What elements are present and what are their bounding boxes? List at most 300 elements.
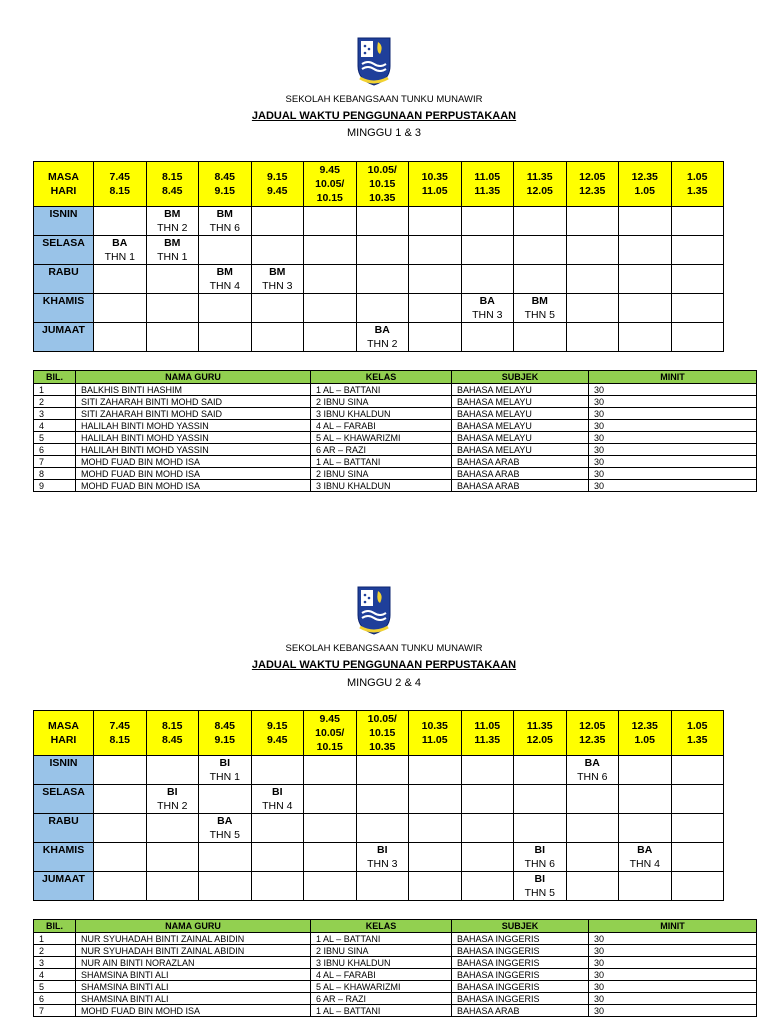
class-year: THN 2 [367, 338, 398, 350]
timetable-cell-empty [671, 872, 724, 901]
timetable-cell-booked [199, 207, 252, 236]
table-cell: NUR AIN BINTI NORAZLAN [76, 957, 311, 969]
time-slot-header [619, 711, 672, 756]
table-cell: 30 [589, 468, 757, 480]
table-cell: 30 [589, 969, 757, 981]
column-header: MINIT [589, 371, 757, 384]
time-slot-header [356, 711, 409, 756]
class-year: THN 4 [209, 280, 240, 292]
time-slot-header [94, 711, 147, 756]
timetable-cell-empty [409, 265, 462, 294]
table-cell: 7 [34, 1005, 76, 1017]
subject-code: BM [216, 266, 233, 278]
time-slot-line: 10.15 [316, 192, 343, 204]
table-cell: 3 IBNU KHALDUN [311, 408, 452, 420]
class-year: THN 1 [104, 251, 135, 263]
table-cell: 30 [589, 981, 757, 993]
time-slot-line: 10.35 [369, 192, 396, 204]
time-slot-line: 8.15 [109, 185, 130, 197]
table-cell: 6 AR – RAZI [311, 444, 452, 456]
time-slot-line: 9.15 [267, 171, 288, 183]
class-year: THN 2 [157, 222, 188, 234]
table-cell: BAHASA ARAB [452, 456, 589, 468]
timetable-cell-empty [566, 265, 619, 294]
time-slot-line: 10.15 [369, 178, 396, 190]
timetable-cell-empty [619, 236, 672, 265]
timetable-cell-empty [461, 785, 514, 814]
time-slot-header [514, 162, 567, 207]
timetable-cell-empty [671, 265, 724, 294]
subject-code: BM [164, 208, 181, 220]
time-slot-line: 12.05 [526, 734, 553, 746]
time-slot-line: 11.35 [526, 171, 553, 183]
table-cell: 1 [34, 933, 76, 945]
time-slot-header [304, 162, 357, 207]
timetable-cell-empty [94, 872, 147, 901]
time-slot-line: 10.05/ [367, 164, 397, 176]
time-slot-line: 12.05 [526, 185, 553, 197]
time-slot-header [671, 162, 724, 207]
table-cell: BAHASA INGGERIS [452, 933, 589, 945]
table-cell: HALILAH BINTI MOHD YASSIN [76, 444, 311, 456]
table-cell: BAHASA ARAB [452, 1005, 589, 1017]
timetable-cell-booked [146, 785, 199, 814]
school-name: SEKOLAH KEBANGSAAN TUNKU MUNAWIR [285, 643, 483, 654]
class-year: THN 5 [524, 309, 555, 321]
timetable-row [34, 265, 724, 294]
table-cell: 1 AL – BATTANI [311, 384, 452, 396]
timetable-cell-empty [251, 756, 304, 785]
timetable-cell-empty [461, 843, 514, 872]
time-slot-header [94, 162, 147, 207]
timetable-cell-booked [94, 236, 147, 265]
table-cell: 30 [589, 957, 757, 969]
teacher-table-header [34, 371, 757, 384]
table-cell: 2 IBNU SINA [311, 468, 452, 480]
time-slot-line: 11.35 [474, 734, 501, 746]
table-row [34, 933, 757, 945]
class-year: THN 2 [157, 800, 188, 812]
column-header: SUBJEK [452, 371, 589, 384]
timetable-cell-empty [671, 323, 724, 352]
timetable-cell-empty [94, 323, 147, 352]
timetable-row [34, 323, 724, 352]
timetable-cell-booked [146, 236, 199, 265]
class-year: THN 1 [209, 771, 240, 783]
time-slot-line: 10.15 [369, 727, 396, 739]
timetable-cell-empty [671, 814, 724, 843]
time-slot-line: 7.45 [109, 171, 130, 183]
time-slot-line: 8.15 [162, 720, 183, 732]
timetable-cell-empty [461, 872, 514, 901]
timetable-cell-empty [619, 265, 672, 294]
day-label: RABU [34, 814, 94, 843]
table-row [34, 384, 757, 396]
day-label: JUMAAT [34, 323, 94, 352]
table-cell: 30 [589, 396, 757, 408]
timetable-cell-empty [619, 785, 672, 814]
table-cell: 6 AR – RAZI [311, 993, 452, 1005]
day-label: KHAMIS [34, 843, 94, 872]
time-slot-line: 8.45 [162, 185, 183, 197]
timetable-cell-booked [199, 814, 252, 843]
table-row [34, 945, 757, 957]
time-slot-line: 1.05 [634, 185, 655, 197]
timetable-row [34, 236, 724, 265]
corner-label-masa: MASA [48, 171, 79, 183]
subject-code: BM [531, 295, 548, 307]
table-cell: MOHD FUAD BIN MOHD ISA [76, 456, 311, 468]
time-slot-line: 1.35 [687, 185, 708, 197]
table-row [34, 408, 757, 420]
table-row [34, 957, 757, 969]
class-year: THN 3 [367, 858, 398, 870]
timetable-cell-empty [514, 236, 567, 265]
table-cell: SITI ZAHARAH BINTI MOHD SAID [76, 396, 311, 408]
timetable-cell-empty [671, 207, 724, 236]
table-row [34, 456, 757, 468]
table-cell: 1 AL – BATTANI [311, 933, 452, 945]
timetable-cell-empty [304, 294, 357, 323]
week-label: MINGGU 2 & 4 [347, 677, 421, 689]
timetable-cell-empty [199, 843, 252, 872]
timetable-cell-empty [409, 843, 462, 872]
timetable-cell-empty [304, 236, 357, 265]
timetable-cell-empty [199, 294, 252, 323]
timetable-cell-empty [566, 872, 619, 901]
day-label: ISNIN [34, 756, 94, 785]
time-slot-line: 11.35 [474, 185, 501, 197]
timetable-cell-empty [514, 207, 567, 236]
table-cell: 1 AL – BATTANI [311, 1005, 452, 1017]
time-slot-line: 12.35 [631, 720, 658, 732]
time-slot-header [514, 711, 567, 756]
table-cell: NUR SYUHADAH BINTI ZAINAL ABIDIN [76, 945, 311, 957]
timetable-cell-empty [251, 814, 304, 843]
time-slot-line: 9.45 [267, 734, 288, 746]
class-year: THN 3 [262, 280, 293, 292]
table-cell: BAHASA INGGERIS [452, 969, 589, 981]
timetable-cell-empty [199, 323, 252, 352]
corner-header [34, 162, 94, 207]
subject-code: BM [269, 266, 286, 278]
table-row [34, 420, 757, 432]
time-slot-line: 10.05/ [315, 727, 345, 739]
time-slot-line: 9.15 [214, 734, 235, 746]
time-slot-header [461, 162, 514, 207]
table-cell: 2 [34, 945, 76, 957]
timetable-cell-empty [671, 843, 724, 872]
class-year: THN 5 [524, 887, 555, 899]
subject-code: BA [584, 757, 600, 769]
timetable-row [34, 207, 724, 236]
week-label: MINGGU 1 & 3 [347, 127, 421, 139]
table-cell: 30 [589, 408, 757, 420]
school-name: SEKOLAH KEBANGSAAN TUNKU MUNAWIR [285, 94, 483, 105]
time-slot-line: 12.35 [579, 185, 606, 197]
table-cell: 7 [34, 456, 76, 468]
timetable [33, 161, 724, 352]
timetable-cell-booked [514, 843, 567, 872]
time-slot-header [251, 162, 304, 207]
timetable-cell-empty [146, 843, 199, 872]
time-slot-header [409, 162, 462, 207]
column-header: NAMA GURU [76, 371, 311, 384]
day-label: SELASA [34, 236, 94, 265]
table-cell: 3 [34, 408, 76, 420]
table-cell: 6 [34, 993, 76, 1005]
table-cell: 4 [34, 420, 76, 432]
table-cell: 2 IBNU SINA [311, 945, 452, 957]
table-cell: SHAMSINA BINTI ALI [76, 981, 311, 993]
timetable-cell-empty [461, 236, 514, 265]
time-slot-header [199, 162, 252, 207]
timetable-cell-empty [461, 207, 514, 236]
time-slot-header [566, 711, 619, 756]
table-row [34, 969, 757, 981]
time-slot-header [356, 162, 409, 207]
timetable-row [34, 814, 724, 843]
table-cell: 3 IBNU KHALDUN [311, 480, 452, 492]
timetable-cell-empty [94, 785, 147, 814]
table-cell: SITI ZAHARAH BINTI MOHD SAID [76, 408, 311, 420]
timetable-cell-empty [671, 756, 724, 785]
timetable-cell-empty [409, 756, 462, 785]
timetable-row [34, 294, 724, 323]
table-cell: 30 [589, 945, 757, 957]
timetable-cell-booked [356, 323, 409, 352]
subject-code: BI [219, 757, 230, 769]
timetable-cell-booked [356, 843, 409, 872]
table-cell: 6 [34, 444, 76, 456]
table-cell: SHAMSINA BINTI ALI [76, 969, 311, 981]
time-slot-line: 9.15 [214, 185, 235, 197]
table-cell: MOHD FUAD BIN MOHD ISA [76, 1005, 311, 1017]
time-slot-header [671, 711, 724, 756]
table-cell: BAHASA MELAYU [452, 396, 589, 408]
table-row [34, 993, 757, 1005]
time-slot-line: 1.05 [634, 734, 655, 746]
timetable-cell-empty [94, 207, 147, 236]
class-year: THN 1 [157, 251, 188, 263]
timetable-cell-empty [199, 236, 252, 265]
timetable-cell-empty [514, 323, 567, 352]
column-header: KELAS [311, 920, 452, 933]
timetable-cell-empty [251, 323, 304, 352]
time-slot-line: 9.45 [319, 164, 340, 176]
class-year: THN 6 [209, 222, 240, 234]
time-slot-header [619, 162, 672, 207]
timetable-row [34, 843, 724, 872]
timetable-cell-empty [251, 843, 304, 872]
time-slot-line: 11.05 [474, 171, 501, 183]
timetable-cell-empty [619, 814, 672, 843]
timetable-cell-booked [514, 872, 567, 901]
table-cell: BAHASA ARAB [452, 480, 589, 492]
time-slot-line: 12.05 [579, 720, 606, 732]
timetable-cell-booked [199, 265, 252, 294]
subject-code: BI [272, 786, 283, 798]
timetable-cell-empty [356, 265, 409, 294]
table-cell: 9 [34, 480, 76, 492]
timetable-header-row [34, 162, 724, 207]
subject-code: BM [216, 208, 233, 220]
timetable-cell-empty [566, 843, 619, 872]
timetable-cell-empty [566, 785, 619, 814]
class-year: THN 4 [262, 800, 293, 812]
table-cell: 1 [34, 384, 76, 396]
timetable-cell-empty [356, 294, 409, 323]
time-slot-line: 11.05 [421, 185, 448, 197]
time-slot-header [409, 711, 462, 756]
timetable-cell-empty [671, 785, 724, 814]
table-cell: SHAMSINA BINTI ALI [76, 993, 311, 1005]
subject-code: BA [479, 295, 495, 307]
subject-code: BA [217, 815, 233, 827]
table-cell: 30 [589, 444, 757, 456]
timetable-cell-empty [356, 814, 409, 843]
day-label: RABU [34, 265, 94, 294]
timetable-cell-empty [461, 814, 514, 843]
timetable-cell-empty [619, 207, 672, 236]
timetable-cell-booked [461, 294, 514, 323]
time-slot-line: 11.05 [421, 734, 448, 746]
time-slot-header [146, 162, 199, 207]
timetable-cell-empty [304, 323, 357, 352]
time-slot-line: 11.05 [474, 720, 501, 732]
table-row [34, 480, 757, 492]
timetable-row [34, 756, 724, 785]
timetable-cell-empty [356, 872, 409, 901]
table-cell: BAHASA MELAYU [452, 420, 589, 432]
day-label: ISNIN [34, 207, 94, 236]
corner-header [34, 711, 94, 756]
table-row [34, 981, 757, 993]
timetable-cell-empty [566, 323, 619, 352]
timetable-cell-empty [304, 785, 357, 814]
timetable-cell-empty [619, 756, 672, 785]
timetable-row [34, 785, 724, 814]
timetable-cell-empty [671, 294, 724, 323]
timetable-cell-empty [409, 814, 462, 843]
subject-code: BA [374, 324, 390, 336]
timetable-cell-empty [356, 756, 409, 785]
table-cell: NUR SYUHADAH BINTI ZAINAL ABIDIN [76, 933, 311, 945]
timetable-cell-empty [304, 872, 357, 901]
subject-code: BI [377, 844, 388, 856]
timetable-cell-empty [461, 265, 514, 294]
class-year: THN 6 [577, 771, 608, 783]
table-cell: 5 AL – KHAWARIZMI [311, 432, 452, 444]
timetable-cell-empty [146, 814, 199, 843]
timetable-cell-empty [251, 236, 304, 265]
time-slot-header [199, 711, 252, 756]
timetable-cell-empty [566, 207, 619, 236]
time-slot-header [251, 711, 304, 756]
timetable-cell-empty [146, 872, 199, 901]
subject-code: BI [534, 844, 545, 856]
table-row [34, 1005, 757, 1017]
table-cell: 5 [34, 981, 76, 993]
timetable-cell-empty [304, 265, 357, 294]
table-cell: 5 AL – KHAWARIZMI [311, 981, 452, 993]
timetable-cell-booked [619, 843, 672, 872]
subject-code: BM [164, 237, 181, 249]
timetable-cell-empty [461, 756, 514, 785]
timetable-cell-empty [409, 294, 462, 323]
timetable-cell-empty [409, 207, 462, 236]
time-slot-line: 10.15 [316, 741, 343, 753]
subject-code: BA [637, 844, 653, 856]
timetable-cell-empty [94, 294, 147, 323]
time-slot-line: 8.45 [162, 734, 183, 746]
day-label: SELASA [34, 785, 94, 814]
timetable-cell-empty [356, 236, 409, 265]
table-cell: 2 IBNU SINA [311, 396, 452, 408]
column-header: NAMA GURU [76, 920, 311, 933]
table-cell: 30 [589, 384, 757, 396]
school-crest-icon [356, 36, 392, 86]
table-cell: MOHD FUAD BIN MOHD ISA [76, 468, 311, 480]
day-label: JUMAAT [34, 872, 94, 901]
timetable-cell-empty [409, 236, 462, 265]
page-title: JADUAL WAKTU PENGGUNAAN PERPUSTAKAAN [251, 659, 517, 671]
timetable-cell-empty [304, 814, 357, 843]
page-title: JADUAL WAKTU PENGGUNAAN PERPUSTAKAAN [251, 110, 517, 122]
timetable-cell-empty [146, 323, 199, 352]
subject-code: BA [112, 237, 128, 249]
table-cell: BAHASA ARAB [452, 468, 589, 480]
table-row [34, 468, 757, 480]
corner-label-masa: MASA [48, 720, 79, 732]
timetable-cell-empty [304, 207, 357, 236]
time-slot-line: 10.35 [421, 171, 448, 183]
table-cell: 30 [589, 432, 757, 444]
table-cell: BAHASA MELAYU [452, 432, 589, 444]
timetable-cell-empty [514, 265, 567, 294]
timetable-cell-empty [304, 756, 357, 785]
time-slot-line: 9.45 [319, 713, 340, 725]
time-slot-line: 12.05 [579, 171, 606, 183]
timetable-cell-empty [146, 265, 199, 294]
timetable-cell-empty [199, 785, 252, 814]
timetable-cell-booked [251, 785, 304, 814]
timetable-cell-empty [251, 294, 304, 323]
day-label: KHAMIS [34, 294, 94, 323]
table-cell: 4 AL – FARABI [311, 969, 452, 981]
timetable-cell-empty [566, 236, 619, 265]
table-cell: 3 IBNU KHALDUN [311, 957, 452, 969]
time-slot-line: 10.05/ [367, 713, 397, 725]
time-slot-line: 10.35 [369, 741, 396, 753]
column-header: SUBJEK [452, 920, 589, 933]
time-slot-line: 10.05/ [315, 178, 345, 190]
table-cell: BAHASA INGGERIS [452, 957, 589, 969]
table-cell: 8 [34, 468, 76, 480]
time-slot-line: 12.35 [579, 734, 606, 746]
timetable-cell-booked [146, 207, 199, 236]
time-slot-line: 1.35 [687, 734, 708, 746]
timetable-header-row [34, 711, 724, 756]
timetable-cell-empty [251, 872, 304, 901]
timetable-cell-empty [619, 872, 672, 901]
table-row [34, 396, 757, 408]
timetable-row [34, 872, 724, 901]
timetable-cell-empty [251, 207, 304, 236]
time-slot-line: 8.45 [214, 171, 235, 183]
column-header: BIL. [34, 371, 76, 384]
table-cell: 30 [589, 456, 757, 468]
